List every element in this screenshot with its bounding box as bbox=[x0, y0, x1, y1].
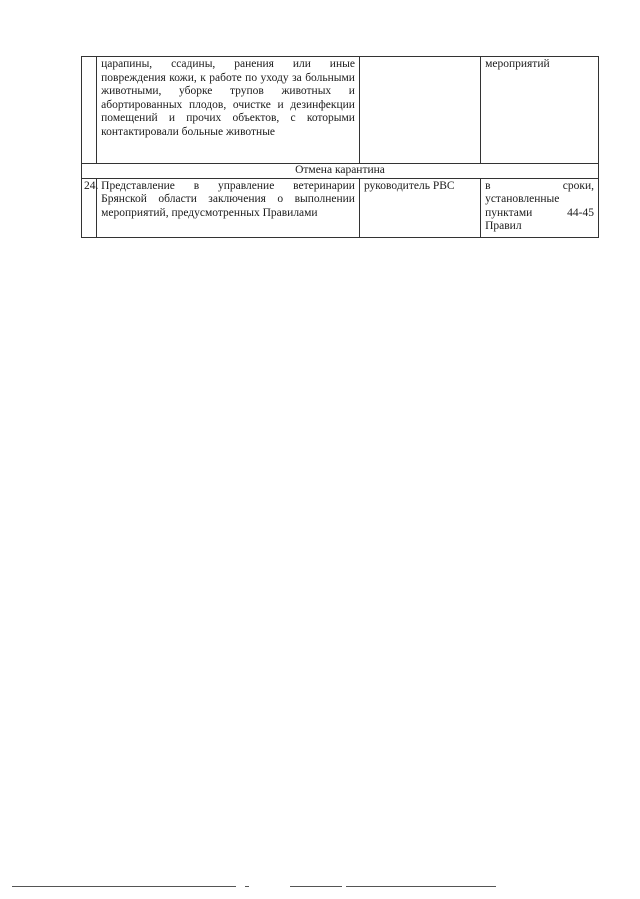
table-row bbox=[82, 178, 599, 237]
responsible-cell: руководитель РВС bbox=[359, 178, 480, 237]
row-number-cell bbox=[82, 57, 97, 164]
row-number-cell: 24. bbox=[82, 178, 97, 237]
term-cell: мероприятий bbox=[481, 57, 599, 164]
measure-description-cell: Представление в управление ветеринарии Брянской области заключения о выполнении мероприятий, предусмотренных Правилами bbox=[97, 178, 360, 237]
plan-table bbox=[81, 56, 599, 238]
footer-divider bbox=[0, 886, 640, 888]
table-row bbox=[82, 57, 599, 164]
responsible-cell bbox=[359, 57, 480, 164]
measure-description-cell: царапины, ссадины, ранения или иные повреждения кожи, к работе по уходу за больными животными, уборке трупов животных и абортированных плодов, очистке и дезинфекции помещений и прочих объектов, с которыми контактировали больные животные bbox=[97, 57, 360, 164]
section-title: Отмена карантина bbox=[82, 164, 599, 179]
section-header-row bbox=[82, 164, 599, 179]
term-cell: в сроки, установленные пунктами 44-45 Правил bbox=[481, 178, 599, 237]
